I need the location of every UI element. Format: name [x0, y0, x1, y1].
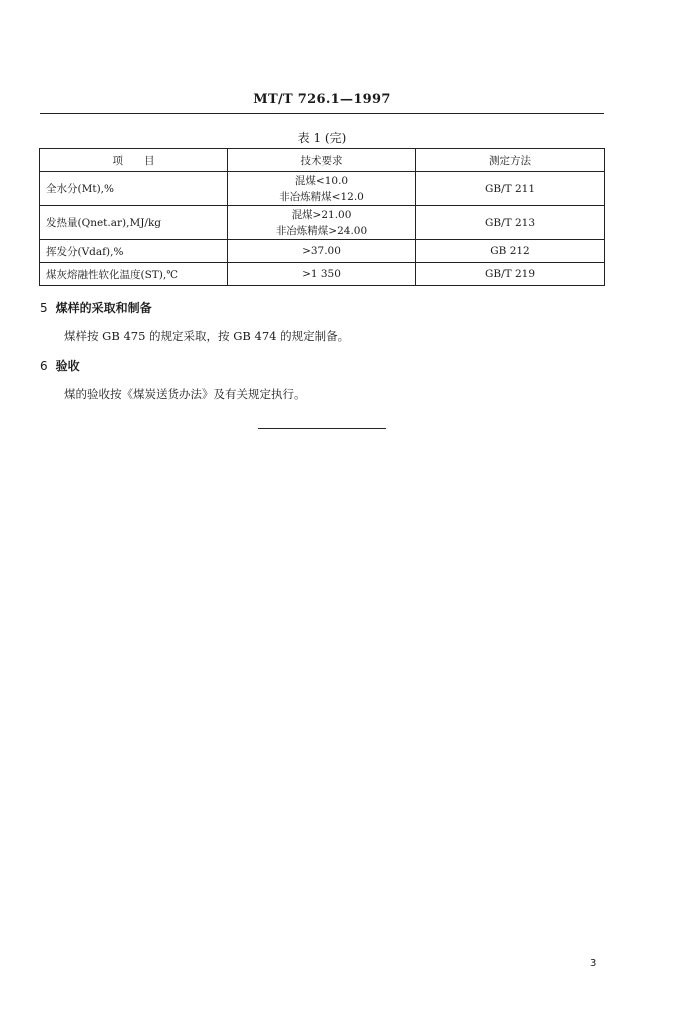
row-method: GB 212	[416, 240, 605, 263]
requirement-line: 非冶炼精煤<12.0	[279, 190, 364, 203]
column-header-requirement: 技术要求	[228, 149, 416, 172]
table-row	[40, 172, 605, 206]
table-row	[40, 263, 605, 286]
section-heading-5	[40, 299, 152, 316]
section-number: 6	[40, 359, 48, 373]
column-header-item: 项 目	[40, 149, 228, 172]
row-method: GB/T 213	[416, 206, 605, 240]
requirement-line: >1 350	[302, 268, 341, 280]
section-title: 验收	[55, 359, 80, 373]
column-header-method: 测定方法	[416, 149, 605, 172]
row-requirement	[228, 172, 416, 206]
section-5-paragraph: 煤样按 GB 475 的规定采取，按 GB 474 的规定制备。	[64, 329, 350, 343]
row-method: GB/T 219	[416, 263, 605, 286]
table-row	[40, 240, 605, 263]
page-number: 3	[590, 958, 597, 969]
specification-table	[39, 148, 605, 286]
section-6-paragraph: 煤的验收按《煤炭送货办法》及有关规定执行。	[64, 387, 306, 401]
section-heading-6	[40, 357, 80, 374]
row-requirement	[228, 240, 416, 263]
table-header-row	[40, 149, 605, 172]
row-method: GB/T 211	[416, 172, 605, 206]
requirement-line: >37.00	[302, 245, 341, 257]
table-row	[40, 206, 605, 240]
end-of-text-rule	[258, 428, 386, 429]
standard-code-header: MT/T 726.1—1997	[253, 92, 391, 107]
row-item: 发热量(Qnet.ar),MJ/kg	[40, 206, 228, 240]
requirement-line: 混煤>21.00	[291, 208, 352, 221]
table-caption: 表 1 (完)	[297, 131, 347, 145]
requirement-line: 混煤<10.0	[294, 174, 349, 187]
row-requirement	[228, 206, 416, 240]
row-item: 煤灰熔融性软化温度(ST),℃	[40, 263, 228, 286]
row-item: 全水分(Mt),%	[40, 172, 228, 206]
section-title: 煤样的采取和制备	[55, 301, 152, 315]
requirement-line: 非冶炼精煤>24.00	[275, 224, 368, 237]
header-rule	[40, 113, 604, 114]
row-item: 挥发分(Vdaf),%	[40, 240, 228, 263]
row-requirement	[228, 263, 416, 286]
section-number: 5	[40, 301, 48, 315]
